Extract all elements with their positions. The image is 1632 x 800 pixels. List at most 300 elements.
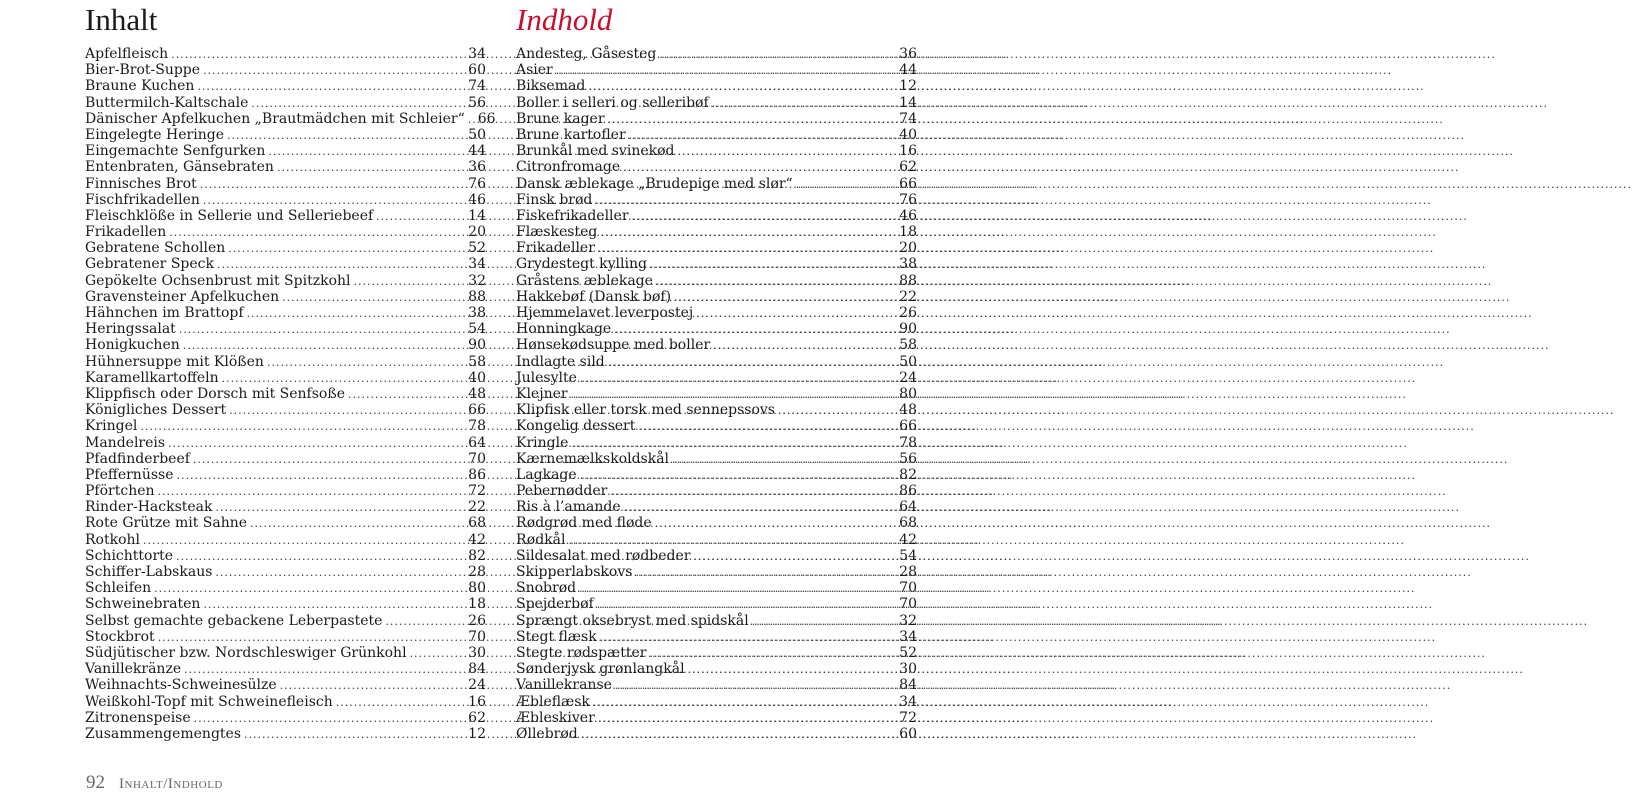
dot-leader: [581, 727, 895, 743]
toc-entry-page: 86: [468, 466, 486, 483]
toc-entry-page: 14: [468, 207, 486, 224]
toc-entry: [516, 143, 917, 159]
toc-entry: [516, 370, 917, 386]
toc-entry-title: Lagkage: [516, 466, 577, 483]
dot-leader: [713, 338, 895, 354]
dot-leader: [348, 387, 464, 403]
toc-entry-page: 38: [468, 305, 486, 321]
dot-leader: [410, 646, 465, 662]
dot-leader: [693, 549, 895, 565]
toc-entry-page: 32: [899, 612, 917, 629]
toc-entry-title: Pfadfinderbeef: [85, 450, 190, 467]
toc-entry-page: 12: [899, 78, 917, 95]
toc-entry-title: Klejner: [516, 385, 568, 402]
toc-entry-page: 88: [899, 272, 917, 289]
toc-entry: [85, 127, 486, 143]
toc-entry-page: 28: [468, 564, 486, 580]
toc-entry-title: Andesteg, Gåsesteg: [516, 46, 657, 62]
toc-entry: [85, 596, 486, 612]
toc-column-german: [85, 0, 496, 742]
toc-entry-title: Frikadellen: [85, 224, 167, 241]
toc-entry: [85, 192, 486, 208]
dot-leader: [569, 533, 896, 549]
toc-entry-page: 50: [468, 126, 486, 143]
toc-entry-title: Kærnemælkskoldskål: [516, 450, 670, 467]
toc-entry-title: Stegt flæsk: [516, 628, 597, 645]
toc-entry-page: 80: [468, 580, 486, 597]
dot-leader: [752, 614, 895, 630]
toc-entry-page: 72: [468, 483, 486, 500]
toc-entry-page: 34: [468, 46, 486, 62]
toc-entry-page: 64: [468, 434, 486, 451]
dot-leader: [600, 225, 895, 241]
toc-entry: [516, 645, 917, 661]
toc-entry-page: 24: [468, 677, 486, 694]
dot-leader: [216, 500, 465, 516]
toc-entry-page: 16: [468, 693, 486, 710]
toc-entry-title: Pebernødder: [516, 483, 608, 500]
toc-entry: [516, 451, 917, 467]
dot-leader: [580, 371, 895, 387]
toc-entry: [85, 402, 486, 418]
heading-indhold: Indhold: [516, 2, 613, 37]
toc-entry-title: Boller i selleri og selleribøf: [516, 94, 709, 111]
dot-leader: [468, 112, 474, 128]
dot-leader: [194, 711, 465, 727]
toc-entry: [85, 62, 486, 78]
toc-entry-page: 58: [468, 353, 486, 370]
toc-entry: [85, 159, 486, 175]
toc-entry-title: Æbleflæsk: [516, 693, 590, 710]
toc-entry-page: 90: [899, 321, 917, 338]
toc-entry: [516, 78, 917, 94]
toc-entry-title: Dansk æblekage „Brudepige med slør“: [516, 175, 793, 192]
heading-inhalt: Inhalt: [85, 2, 158, 37]
toc-entry: [85, 95, 486, 111]
dot-leader: [217, 257, 464, 273]
dot-leader: [143, 533, 464, 549]
dot-leader: [588, 79, 895, 95]
toc-entry-title: Buttermilch-Kaltschale: [85, 94, 249, 111]
dot-leader: [251, 96, 464, 112]
dot-leader: [778, 403, 895, 419]
toc-entry-title: Kringle: [516, 434, 569, 451]
toc-entry-page: 22: [468, 499, 486, 516]
toc-entry: [516, 499, 917, 515]
toc-entry-title: Biksemad: [516, 78, 586, 95]
dot-leader: [598, 241, 895, 257]
dot-leader: [678, 144, 896, 160]
toc-entry-page: 68: [468, 515, 486, 532]
toc-entry-title: Honningkage: [516, 321, 612, 338]
toc-entry: [85, 645, 486, 661]
toc-entry-title: Schiffer-Labskaus: [85, 564, 213, 580]
dot-leader: [629, 128, 896, 144]
dot-leader: [595, 193, 895, 209]
toc-entry-page: 84: [899, 677, 917, 694]
toc-entry-title: Æbleskiver: [516, 709, 595, 726]
dot-leader: [624, 500, 896, 516]
toc-entry-title: Eingelegte Heringe: [85, 126, 224, 143]
toc-entry: [85, 483, 486, 499]
dot-leader: [183, 338, 464, 354]
toc-entry: [85, 564, 486, 580]
toc-entry-title: Fiskefrikadeller: [516, 207, 629, 224]
dot-leader: [227, 128, 464, 144]
toc-entry-title: Pfeffernüsse: [85, 466, 174, 483]
toc-entry: [516, 289, 917, 305]
toc-entry-page: 70: [468, 628, 486, 645]
toc-entry-title: Julesylte: [516, 369, 577, 386]
toc-entry-title: Gravensteiner Apfelkuchen: [85, 288, 280, 305]
toc-entry-title: Citronfromage: [516, 159, 621, 176]
dot-leader: [632, 209, 896, 225]
dot-leader: [385, 614, 464, 630]
toc-entry: [516, 564, 917, 580]
toc-entry-title: Hønsekødsuppe med boller: [516, 337, 711, 354]
toc-entry-title: Rote Grütze mit Sahne: [85, 515, 248, 532]
toc-entry: [85, 515, 486, 531]
toc-entry-title: Apfelfleisch: [85, 46, 169, 62]
toc-entry-title: Königliches Dessert: [85, 402, 227, 419]
toc-entry: [516, 402, 917, 418]
toc-entry: [516, 208, 917, 224]
dot-leader: [672, 452, 895, 468]
toc-entry-title: Stegte rødspætter: [516, 644, 647, 661]
toc-entry-title: Karamellkartoffeln: [85, 369, 219, 386]
toc-entry-page: 72: [899, 709, 917, 726]
toc-entry: [85, 661, 486, 677]
toc-entry-title: Weihnachts-Schweinesülze: [85, 677, 277, 694]
toc-entry-title: Entenbraten, Gänsebraten: [85, 159, 274, 176]
toc-entry-title: Vanillekranse: [516, 677, 612, 694]
dot-leader: [184, 662, 464, 678]
toc-entry-title: Indlagte sild: [516, 353, 605, 370]
toc-entry-title: Sprængt oksebryst med spidskål: [516, 612, 749, 629]
toc-entry: [516, 95, 917, 111]
toc-entry-title: Finnisches Brot: [85, 175, 197, 192]
toc-entry: [516, 710, 917, 726]
toc-entry-title: Gråstens æblekage: [516, 272, 653, 289]
toc-entry-page: 44: [899, 62, 917, 79]
toc-entry-page: 82: [899, 466, 917, 483]
dot-leader: [140, 419, 464, 435]
toc-entry: [516, 677, 917, 693]
toc-entry-page: 60: [899, 725, 917, 742]
dot-leader: [649, 646, 895, 662]
toc-entry: [516, 46, 917, 62]
toc-entry: [85, 354, 486, 370]
dot-leader: [229, 403, 464, 419]
toc-entry-page: 70: [899, 580, 917, 597]
toc-entry-page: 56: [468, 94, 486, 111]
toc-entry: [85, 629, 486, 645]
toc-entry-page: 42: [899, 531, 917, 548]
dot-leader: [203, 193, 464, 209]
toc-entry-page: 70: [899, 596, 917, 613]
toc-entry: [516, 273, 917, 289]
toc-entry: [85, 467, 486, 483]
toc-entry: [85, 143, 486, 159]
dot-leader: [171, 47, 464, 63]
toc-entry-page: 26: [899, 305, 917, 321]
toc-entry-title: Stockbrot: [85, 628, 155, 645]
toc-entry: [516, 596, 917, 612]
toc-entry-title: Skipperlabskovs: [516, 564, 633, 580]
toc-entry-title: Klippfisch oder Dorsch mit Senfsoße: [85, 385, 345, 402]
toc-entry-page: 64: [899, 499, 917, 516]
toc-entry: [516, 467, 917, 483]
toc-entry-page: 76: [468, 175, 486, 192]
toc-entry-title: Heringssalat: [85, 321, 176, 338]
toc-entry: [85, 208, 486, 224]
toc-entry-page: 26: [468, 612, 486, 629]
toc-entry-title: Hakkebøf (Dansk bøf): [516, 288, 672, 305]
toc-entry-title: Ris à l’amande: [516, 499, 621, 516]
toc-entry: [85, 176, 486, 192]
toc-entry: [85, 370, 486, 386]
dot-leader: [656, 274, 895, 290]
toc-entry-page: 34: [899, 628, 917, 645]
dot-leader: [203, 63, 464, 79]
toc-entry-page: 40: [899, 126, 917, 143]
toc-entry-page: 20: [899, 240, 917, 257]
dot-leader: [796, 177, 896, 193]
toc-entry: [516, 127, 917, 143]
toc-entry: [516, 418, 917, 434]
toc-entry-page: 84: [468, 661, 486, 678]
toc-entry: [85, 256, 486, 272]
toc-entry: [516, 240, 917, 256]
toc-entry-page: 90: [468, 337, 486, 354]
dot-leader: [158, 484, 465, 500]
toc-entry-title: Schweinebraten: [85, 596, 201, 613]
toc-entry-page: 20: [468, 224, 486, 241]
toc-entry: [516, 224, 917, 240]
toc-entry: [85, 386, 486, 402]
toc-entry: [85, 110, 496, 127]
toc-entry-title: Dänischer Apfelkuchen „Brautmädchen mit Schleier“: [85, 110, 465, 127]
toc-entry-title: Rotkohl: [85, 531, 141, 548]
toc-entry-title: Grydestegt kylling: [516, 256, 647, 273]
toc-entry: [516, 661, 917, 677]
toc-entry: [516, 515, 917, 531]
toc-entry: [516, 337, 917, 353]
toc-entry-title: Mandelreis: [85, 434, 166, 451]
toc-entry-page: 14: [899, 94, 917, 111]
page-footer: [86, 772, 223, 798]
toc-entry-title: Gebratener Speck: [85, 256, 214, 273]
dot-leader: [597, 597, 895, 613]
toc-entry-page: 82: [468, 547, 486, 564]
toc-entry: [85, 289, 486, 305]
dot-leader: [282, 290, 464, 306]
dot-leader: [571, 387, 896, 403]
dot-leader: [250, 516, 464, 532]
toc-entry-title: Brune kartofler: [516, 126, 626, 143]
toc-entry-page: 66: [468, 402, 486, 419]
toc-entry-page: 48: [899, 402, 917, 419]
dot-leader: [158, 630, 464, 646]
toc-entry-page: 88: [468, 288, 486, 305]
toc-entry-title: Rinder-Hacksteak: [85, 499, 213, 516]
toc-column-danish: [516, 0, 917, 742]
toc-entry-page: 34: [468, 256, 486, 273]
toc-entry-page: 36: [468, 159, 486, 176]
dot-leader: [608, 112, 896, 128]
toc-entry-title: Honigkuchen: [85, 337, 180, 354]
toc-entry: [516, 62, 917, 78]
toc-entry-title: Spejderbøf: [516, 596, 594, 613]
toc-entry: [516, 305, 917, 321]
toc-entry-page: 32: [468, 272, 486, 289]
dot-leader: [267, 355, 464, 371]
toc-entry-title: Rødkål: [516, 531, 566, 548]
toc-entry: [85, 321, 486, 337]
dot-leader: [614, 322, 895, 338]
running-head: Inhalt/Indhold: [119, 776, 223, 792]
toc-entry-title: Selbst gemachte gebackene Leberpastete: [85, 612, 383, 629]
dot-leader: [247, 306, 465, 322]
toc-entry-page: 54: [899, 547, 917, 564]
toc-entry: [85, 726, 486, 742]
dot-leader: [244, 727, 464, 743]
toc-entry-title: Bier-Brot-Suppe: [85, 62, 201, 79]
toc-entry-page: 12: [468, 725, 486, 742]
toc-entry-page: 56: [899, 450, 917, 467]
toc-entry-title: Gebratene Schollen: [85, 240, 226, 257]
dot-leader: [179, 322, 464, 338]
toc-entry: [85, 613, 486, 629]
toc-entry-page: 62: [899, 159, 917, 176]
toc-entry-page: 78: [468, 418, 486, 435]
toc-entry-title: Asier: [516, 62, 553, 79]
dot-leader: [688, 662, 896, 678]
toc-entry-title: Südjütischer bzw. Nordschleswiger Grünkohl: [85, 644, 407, 661]
dot-leader: [215, 565, 464, 581]
dot-leader: [193, 452, 464, 468]
dot-leader: [638, 419, 895, 435]
toc-entry-page: 28: [899, 564, 917, 580]
toc-entry-page: 86: [899, 483, 917, 500]
toc-entry: [85, 240, 486, 256]
dot-leader: [197, 79, 464, 95]
toc-entry-page: 58: [899, 337, 917, 354]
toc-entry-page: 80: [899, 385, 917, 402]
toc-entry-page: 52: [899, 644, 917, 661]
dot-leader: [593, 695, 895, 711]
toc-entry: [516, 532, 917, 548]
toc-entry: [516, 580, 917, 596]
dot-leader: [623, 160, 895, 176]
toc-entry-title: Fleischklöße in Sellerie und Selleriebeef: [85, 207, 374, 224]
dot-leader: [277, 160, 464, 176]
dot-leader: [598, 711, 895, 727]
toc-entry: [516, 694, 917, 710]
toc-entry: [516, 386, 917, 402]
toc-entry-title: Klipfisk eller torsk med sennepssovs: [516, 402, 775, 419]
toc-entry: [516, 256, 917, 272]
toc-entry-page: 22: [899, 288, 917, 305]
dot-leader: [200, 177, 464, 193]
toc-entry-title: Gepökelte Ochsenbrust mit Spitzkohl: [85, 272, 351, 289]
toc-entry-title: Kringel: [85, 418, 138, 435]
dot-leader: [228, 241, 464, 257]
toc-entry-page: 18: [468, 596, 486, 613]
dot-leader: [650, 257, 895, 273]
toc-entry-page: 40: [468, 369, 486, 386]
toc-entry-page: 66: [899, 418, 917, 435]
toc-entry-title: Hähnchen im Brattopf: [85, 305, 244, 321]
toc-entry-page: 16: [899, 143, 917, 160]
toc-entry: [85, 532, 486, 548]
toc-entry: [516, 548, 917, 564]
toc-entry-page: 68: [899, 515, 917, 532]
toc-entry-page: 44: [468, 143, 486, 160]
toc-entry-title: Brune kager: [516, 110, 605, 127]
page-number: 92: [86, 772, 105, 793]
dot-leader: [268, 144, 464, 160]
toc-entry-page: 34: [899, 693, 917, 710]
toc-entry-page: 30: [468, 644, 486, 661]
dot-leader: [203, 597, 464, 613]
toc-entry: [516, 435, 917, 451]
dot-leader: [615, 678, 895, 694]
toc-entry: [85, 337, 486, 353]
toc-entry: [85, 580, 486, 596]
toc-entry-title: Hjemmelavet leverpostej: [516, 305, 694, 321]
toc-entry-title: Sildesalat med rødbeder: [516, 547, 691, 564]
dot-leader: [608, 355, 895, 371]
dot-leader: [176, 549, 464, 565]
toc-entry: [516, 159, 917, 175]
toc-list-german: [85, 46, 496, 742]
dot-leader: [600, 630, 895, 646]
dot-leader: [696, 306, 895, 322]
toc-entry-title: Schleifen: [85, 580, 152, 597]
dot-leader: [712, 96, 896, 112]
toc-entry: [516, 726, 917, 742]
toc-entry-title: Vanillekränze: [85, 661, 182, 678]
toc-entry: [516, 321, 917, 337]
dot-leader: [354, 274, 465, 290]
toc-entry-title: Zitronenspeise: [85, 709, 191, 726]
dot-leader: [280, 678, 465, 694]
toc-entry-title: Finsk brød: [516, 191, 593, 208]
toc-entry: [85, 548, 486, 564]
toc-entry: [85, 694, 486, 710]
dot-leader: [177, 468, 465, 484]
toc-entry: [85, 273, 486, 289]
dot-leader: [655, 516, 895, 532]
toc-entry-title: Braune Kuchen: [85, 78, 195, 95]
toc-entry-title: Brunkål med svinekød: [516, 143, 675, 160]
toc-entry-page: 50: [899, 353, 917, 370]
dot-leader: [659, 47, 895, 63]
toc-entry-title: Snobrød: [516, 580, 577, 597]
toc-entry-title: Hühnersuppe mit Klößen: [85, 353, 264, 370]
dot-leader: [610, 484, 895, 500]
dot-leader: [336, 695, 464, 711]
dot-leader: [580, 468, 895, 484]
toc-entry-page: 54: [468, 321, 486, 338]
toc-entry: [85, 418, 486, 434]
toc-entry-page: 62: [468, 709, 486, 726]
toc-entry: [85, 224, 486, 240]
toc-entry-page: 52: [468, 240, 486, 257]
toc-list-danish: [516, 46, 917, 742]
toc-entry-title: Flæskesteg: [516, 224, 598, 241]
